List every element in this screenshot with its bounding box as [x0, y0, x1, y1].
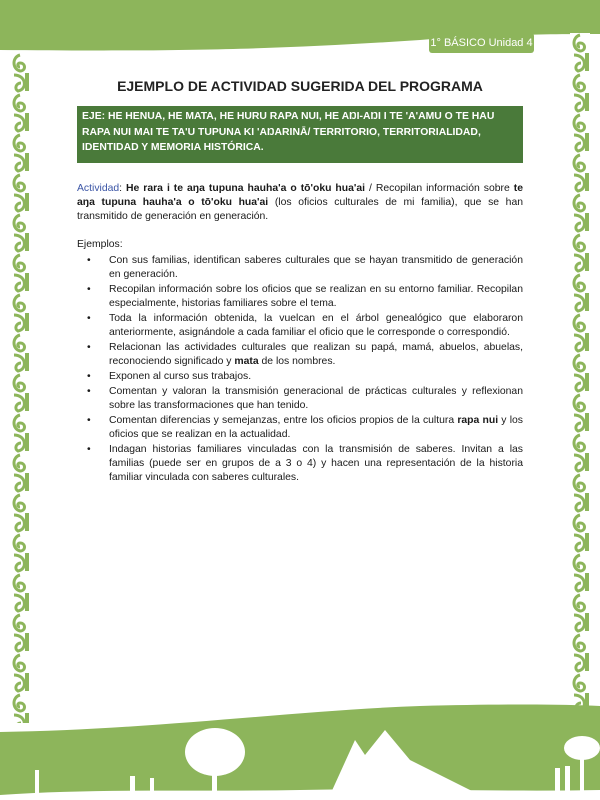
- activity-label: Actividad: [77, 183, 120, 194]
- list-item: • Toda la información obtenida, la vuelcan en el árbol genealógico que elaboraron anteriormente, asignándole a cada familiar el oficio que le corresponde o correspondió.: [109, 312, 523, 340]
- activity-title: He rara i te aŋa tupuna hauha'a o tō'oku hua'ai: [126, 183, 366, 194]
- footer-landscape-banner: [0, 700, 600, 800]
- activity-content: [77, 182, 523, 486]
- list-item: • Exponen al curso sus trabajos.: [109, 370, 523, 384]
- list-item: • Con sus familias, identifican saberes culturales que se hayan transmitido de generación en generación.: [109, 254, 523, 282]
- activity-paragraph: Actividad: He rara i te aŋa tupuna hauha'a o tō'oku hua'ai / Recopilan información sobre te aŋa tupuna hauha'a o tō'oku hua'ai (los oficios culturales de mi familia), que se han transmitido de generación en generación.: [77, 183, 523, 222]
- list-item: • Indagan historias familiares vinculadas con la transmisión de saberes. Invitan a las familias (puede ser en grupos de a 3 o 4) y hacen una representación de la historia familiar vinculada con saberes culturales.: [109, 443, 523, 485]
- examples-list: [77, 254, 523, 485]
- ornamental-border-left: [10, 53, 30, 723]
- eje-box: [77, 106, 523, 163]
- unit-badge: 1° BÁSICO Unidad 4: [429, 33, 534, 53]
- list-item: • Comentan y valoran la transmisión generacional de prácticas culturales y reflexionan sobre las transformaciones que han tenido.: [109, 385, 523, 413]
- list-item: • Relacionan las actividades culturales que realizan su papá, mamá, abuelos, abuelas, reconociendo significado y mata de los nombres.: [109, 341, 523, 369]
- eje-text: EJE: HE HENUA, HE MATA, HE HURU RAPA NUI, HE AŊI-AŊI I TE 'A'AMU O TE HAU RAPA NUI MAI TE TA'U TUPUNA KI 'AŊARINĀ/ TERRITORIO, TERRITORIALIDAD, IDENTIDAD Y MEMORIA HISTÓRICA.: [82, 111, 495, 153]
- examples-label: Ejemplos:: [77, 239, 123, 250]
- ornamental-border-right: [570, 33, 590, 733]
- list-item: • Comentan diferencias y semejanzas, entre los oficios propios de la cultura rapa nui y los oficios que se realizan en la actualidad.: [109, 414, 523, 442]
- list-item: • Recopilan información sobre los oficios que se realizan en su entorno familiar. Recopilan especialmente, historias familiares sobre el tema.: [109, 283, 523, 311]
- page-title: EJEMPLO DE ACTIVIDAD SUGERIDA DEL PROGRAMA: [117, 78, 483, 94]
